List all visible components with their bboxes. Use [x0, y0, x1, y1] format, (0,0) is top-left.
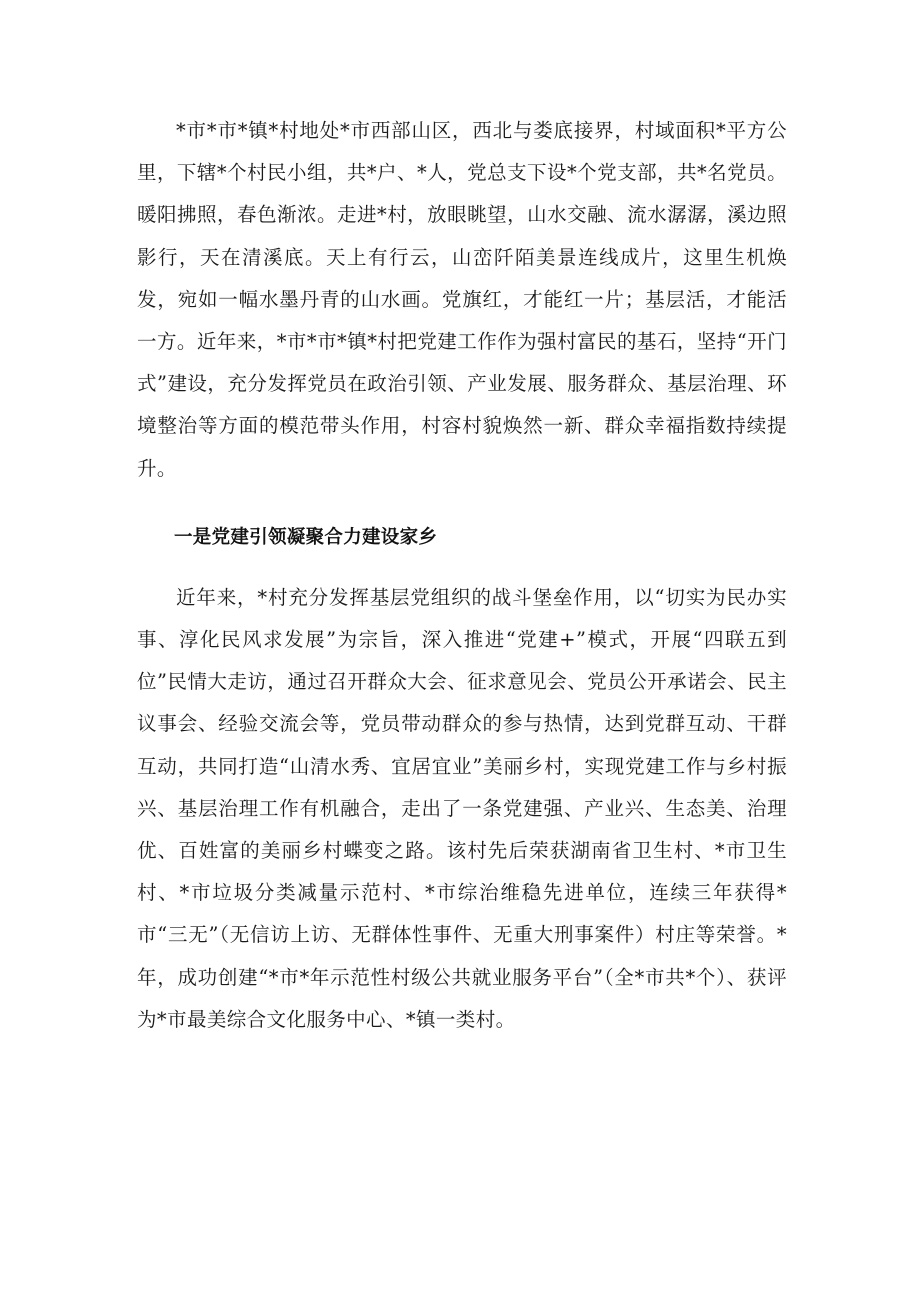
document-body — [137, 110, 787, 1041]
section-paragraph: 近年来，*村充分发挥基层党组织的战斗堡垒作用，以“切实为民办实事、淳化民风求发展”为宗旨，深入推进“党建+”模式，开展“四联五到位”民情大走访，通过召开群众大会、征求意见会、党员公开承诺会、民主议事会、经验交流会等，党员带动群众的参与热情，达到党群互动、干群互动，共同打造“山清水秀、宜居宜业”美丽乡村，实现党建工作与乡村振兴、基层治理工作有机融合，走出了一条党建强、产业兴、生态美、治理优、百姓富的美丽乡村蝶变之路。该村先后荣获湖南省卫生村、*市卫生村、*市垃圾分类减量示范村、*市综治维稳先进单位，连续三年获得*市“三无”（无信访上访、无群体性事件、无重大刑事案件）村庄等荣誉。*年，成功创建“*市*年示范性村级公共就业服务平台”（全*市共*个）、获评为*市最美综合文化服务中心、*镇一类村。 — [137, 585, 787, 1031]
intro-paragraph: *市*市*镇*村地处*市西部山区，西北与娄底接界，村域面积*平方公里，下辖*个村民小组，共*户、*人，党总支下设*个党支部，共*名党员。暖阳拂照，春色渐浓。走进*村，放眼眺望，山水交融、流水潺潺，溪边照影行，天在清溪底。天上有行云，山峦阡陌美景连线成片，这里生机焕发，宛如一幅水墨丹青的山水画。党旗红，才能红一片；基层活，才能活一方。近年来，*市*市*镇*村把党建工作作为强村富民的基石，坚持“开门式”建设，充分发挥党员在政治引领、产业发展、服务群众、基层治理、环境整治等方面的模范带头作用，村容村貌焕然一新、群众幸福指数持续提升。 — [137, 119, 787, 480]
section-heading: 一是党建引领凝聚合力建设家乡 — [174, 526, 438, 548]
